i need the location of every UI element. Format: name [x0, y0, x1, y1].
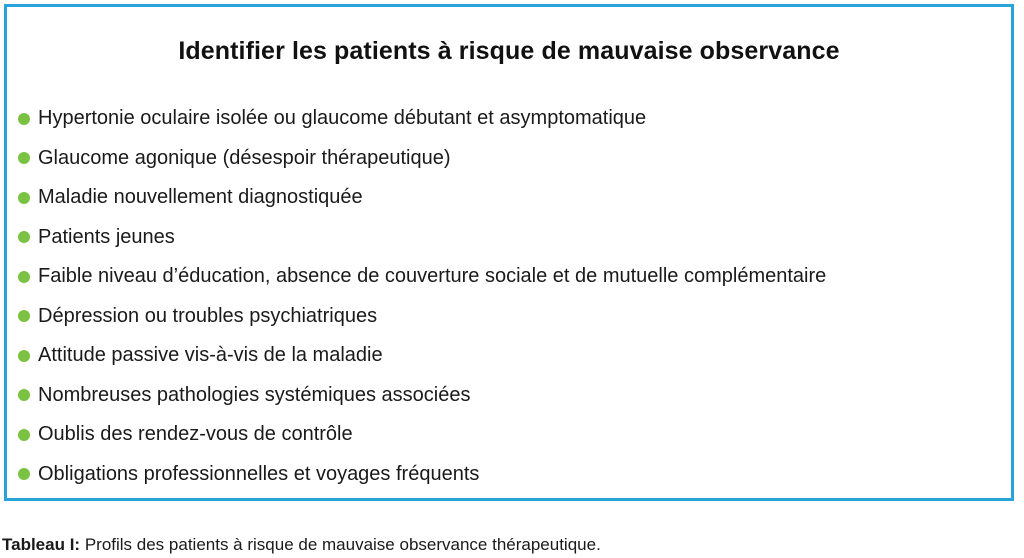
risk-list	[18, 99, 826, 494]
list-item-text: Patients jeunes	[38, 225, 175, 248]
bullet-icon	[18, 310, 30, 322]
list-item	[18, 178, 826, 218]
bullet-icon	[18, 152, 30, 164]
list-item	[18, 455, 826, 495]
bullet-icon	[18, 231, 30, 243]
list-item	[18, 218, 826, 258]
bullet-icon	[18, 468, 30, 480]
caption-label: Tableau I:	[2, 535, 81, 554]
bullet-icon	[18, 113, 30, 125]
bullet-icon	[18, 192, 30, 204]
list-item-text: Maladie nouvellement diagnostiquée	[38, 186, 363, 209]
list-item-text: Dépression ou troubles psychiatriques	[38, 304, 378, 327]
box-title: Identifier les patients à risque de mauvaise observance	[178, 37, 840, 65]
info-box	[4, 4, 1014, 501]
list-item	[18, 257, 826, 297]
list-item-text: Glaucome agonique (désespoir thérapeutique)	[38, 146, 451, 169]
list-item-text: Obligations professionnelles et voyages fréquents	[38, 462, 480, 485]
bullet-icon	[18, 429, 30, 441]
list-item	[18, 336, 826, 376]
bullet-icon	[18, 271, 30, 283]
list-item-text: Faible niveau d’éducation, absence de couverture sociale et de mutuelle complémentaire	[38, 265, 827, 288]
list-item-text: Nombreuses pathologies systémiques associées	[38, 383, 471, 406]
bullet-icon	[18, 350, 30, 362]
caption-text: Profils des patients à risque de mauvaise observance thérapeutique.	[80, 535, 601, 554]
list-item	[18, 99, 826, 139]
list-item-text: Attitude passive vis-à-vis de la maladie	[38, 344, 383, 367]
list-item	[18, 139, 826, 179]
list-item-text: Hypertonie oculaire isolée ou glaucome débutant et asymptomatique	[38, 107, 647, 130]
table-caption	[2, 535, 601, 555]
bullet-icon	[18, 389, 30, 401]
list-item	[18, 376, 826, 416]
list-item-text: Oublis des rendez-vous de contrôle	[38, 423, 353, 446]
list-item	[18, 297, 826, 337]
list-item	[18, 415, 826, 455]
